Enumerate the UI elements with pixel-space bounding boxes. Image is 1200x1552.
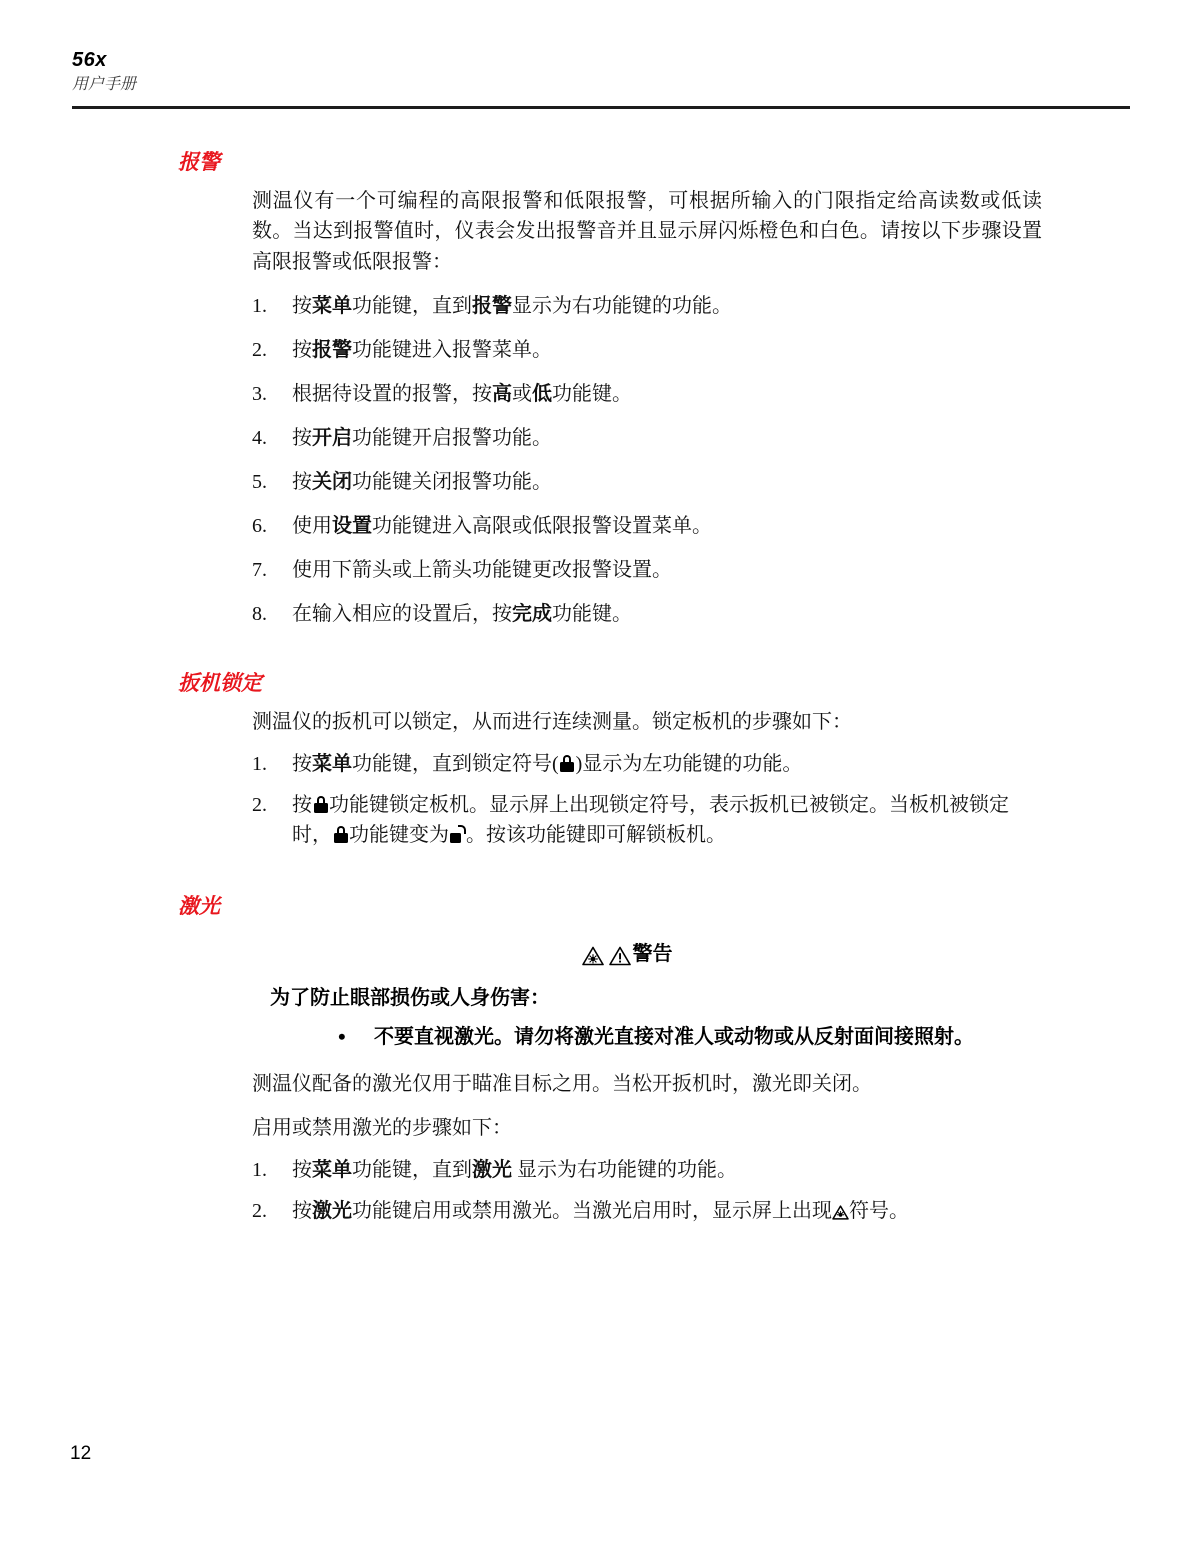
step-text-pre: 按 bbox=[292, 752, 312, 775]
list-item bbox=[252, 749, 1042, 779]
step-number: 5. bbox=[252, 471, 267, 494]
warning-title-text: 警告 bbox=[632, 942, 673, 965]
list-item bbox=[252, 599, 1042, 629]
lock-closed-icon bbox=[560, 755, 575, 772]
laser-hazard-triangle-icon bbox=[832, 1205, 849, 1220]
step-text-mid-1: 功能键锁定板机。显示屏上出现锁定符号，表示扳机已被锁定。当板机被锁定时， bbox=[292, 793, 1009, 846]
section-heading-trigger-lock: 扳机锁定 bbox=[178, 671, 262, 696]
laser-warning-block bbox=[252, 942, 1042, 1051]
section-heading-alarm: 报警 bbox=[178, 150, 220, 174]
step-text-post: 功能键进入高限或低限报警设置菜单。 bbox=[372, 515, 712, 538]
step-keyword: 激光 bbox=[312, 1199, 352, 1222]
list-item bbox=[332, 1023, 1032, 1051]
trigger-lock-intro-wrap bbox=[252, 707, 1042, 737]
document-body bbox=[0, 130, 1200, 1226]
laser-paragraph-1: 测温仪配备的激光仅用于瞄准目标之用。当松开扳机时，激光即关闭。 bbox=[252, 1072, 872, 1095]
header-divider bbox=[72, 106, 1130, 109]
warning-title-row bbox=[212, 942, 1042, 969]
step-text-pre: 按 bbox=[292, 1199, 312, 1222]
step-text-pre: 按 bbox=[292, 471, 312, 494]
step-text-post: 功能键。 bbox=[552, 383, 632, 406]
step-number: 2. bbox=[252, 793, 267, 816]
step-number: 3. bbox=[252, 383, 267, 406]
step-keyword: 完成 bbox=[512, 603, 552, 626]
step-text-mid: 功能键，直到 bbox=[352, 1158, 472, 1181]
alarm-steps-list bbox=[252, 291, 1042, 629]
step-text-pre: 使用下箭头或上箭头功能键更改报警设置。 bbox=[292, 559, 672, 582]
list-item bbox=[252, 511, 1042, 541]
step-keyword: 开启 bbox=[312, 427, 352, 450]
header-subtitle: 用户手册 bbox=[72, 76, 137, 93]
warning-bullet-text: 不要直视激光。请勿将激光直接对准人或动物或从反射面间接照射。 bbox=[374, 1025, 974, 1048]
step-text-post: 显示为右功能键的功能。 bbox=[512, 295, 732, 318]
step-text-mid-2: 功能键变为 bbox=[349, 823, 449, 846]
step-number: 4. bbox=[252, 427, 267, 450]
step-number: 1. bbox=[252, 1158, 267, 1181]
header-model-number: 56x bbox=[72, 49, 107, 71]
list-item bbox=[252, 555, 1042, 585]
warning-lead-text: 为了防止眼部损伤或人身伤害： bbox=[270, 986, 550, 1009]
step-text-pre: 按 bbox=[292, 427, 312, 450]
trigger-lock-steps-list bbox=[252, 749, 1042, 850]
list-item bbox=[252, 379, 1042, 409]
warning-icons-group bbox=[582, 945, 631, 969]
step-number: 1. bbox=[252, 295, 267, 318]
list-item bbox=[252, 467, 1042, 497]
step-text-pre: 在输入相应的设置后，按 bbox=[292, 603, 512, 626]
step-text-pre: 按 bbox=[292, 793, 312, 816]
step-keyword: 高 bbox=[492, 383, 512, 406]
lock-closed-icon bbox=[333, 826, 348, 843]
step-keyword: 关闭 bbox=[312, 471, 352, 494]
step-text-pre: 根据待设置的报警，按 bbox=[292, 383, 492, 406]
laser-paragraph-2: 启用或禁用激光的步骤如下： bbox=[252, 1117, 512, 1140]
step-text-post: 符号。 bbox=[849, 1199, 909, 1222]
step-number: 2. bbox=[252, 1199, 267, 1222]
section-heading-laser: 激光 bbox=[178, 893, 220, 918]
list-item bbox=[252, 1155, 1042, 1185]
lock-closed-icon bbox=[313, 796, 328, 813]
list-item bbox=[252, 423, 1042, 453]
warning-bullet-list bbox=[332, 1023, 1032, 1051]
step-text-post: 功能键。 bbox=[552, 603, 632, 626]
general-warning-triangle-icon bbox=[609, 946, 631, 966]
trigger-lock-intro-paragraph: 测温仪的扳机可以锁定，从而进行连续测量。锁定板机的步骤如下： bbox=[252, 711, 852, 734]
step-keyword: 菜单 bbox=[312, 295, 352, 318]
step-text-pre: 按 bbox=[292, 339, 312, 362]
alarm-intro-wrap bbox=[252, 186, 1042, 277]
laser-paragraph-1-wrap bbox=[252, 1069, 1042, 1099]
step-number: 1. bbox=[252, 752, 267, 775]
lock-open-icon bbox=[450, 826, 465, 843]
step-text-post: 。按该功能键即可解锁板机。 bbox=[466, 823, 726, 846]
page-header bbox=[72, 48, 1130, 96]
step-keyword: 报警 bbox=[312, 339, 352, 362]
step-text-post: 功能键开启报警功能。 bbox=[352, 427, 552, 450]
step-text-mid: 功能键启用或禁用激光。当激光启用时，显示屏上出现 bbox=[352, 1199, 832, 1222]
step-text-pre: 按 bbox=[292, 1158, 312, 1181]
page-number: 12 bbox=[70, 1443, 92, 1464]
step-keyword-2: 报警 bbox=[472, 295, 512, 318]
step-number: 2. bbox=[252, 339, 267, 362]
step-number: 8. bbox=[252, 603, 267, 626]
laser-steps-list bbox=[252, 1155, 1042, 1226]
list-item bbox=[252, 790, 1042, 850]
list-item bbox=[252, 335, 1042, 365]
step-text-post: 功能键关闭报警功能。 bbox=[352, 471, 552, 494]
step-text-post: )显示为左功能键的功能。 bbox=[575, 752, 803, 775]
step-text-mid: 或 bbox=[512, 383, 532, 406]
list-item bbox=[252, 291, 1042, 321]
step-keyword: 菜单 bbox=[312, 1158, 352, 1181]
step-keyword-2: 激光 bbox=[472, 1158, 512, 1181]
step-keyword: 菜单 bbox=[312, 752, 352, 775]
step-text-post: 显示为右功能键的功能。 bbox=[512, 1158, 737, 1181]
step-text-mid: 功能键，直到锁定符号( bbox=[352, 752, 559, 775]
step-text-pre: 按 bbox=[292, 295, 312, 318]
laser-hazard-triangle-icon bbox=[582, 946, 604, 966]
list-item bbox=[252, 1196, 1042, 1226]
step-text-post: 功能键进入报警菜单。 bbox=[352, 339, 552, 362]
step-number: 6. bbox=[252, 515, 267, 538]
alarm-intro-paragraph: 测温仪有一个可编程的高限报警和低限报警，可根据所输入的门限指定给高读数或低读数。当达到报警值时，仪表会发出报警音并且显示屏闪烁橙色和白色。请按以下步骤设置高限报警或低限报警： bbox=[252, 190, 1042, 273]
step-keyword-2: 低 bbox=[532, 383, 552, 406]
step-text-pre: 使用 bbox=[292, 515, 332, 538]
step-text-mid: 功能键，直到 bbox=[352, 295, 472, 318]
step-keyword: 设置 bbox=[332, 515, 372, 538]
laser-paragraph-2-wrap bbox=[252, 1113, 1042, 1143]
step-number: 7. bbox=[252, 559, 267, 582]
bullet-dot-icon: • bbox=[338, 1023, 346, 1049]
